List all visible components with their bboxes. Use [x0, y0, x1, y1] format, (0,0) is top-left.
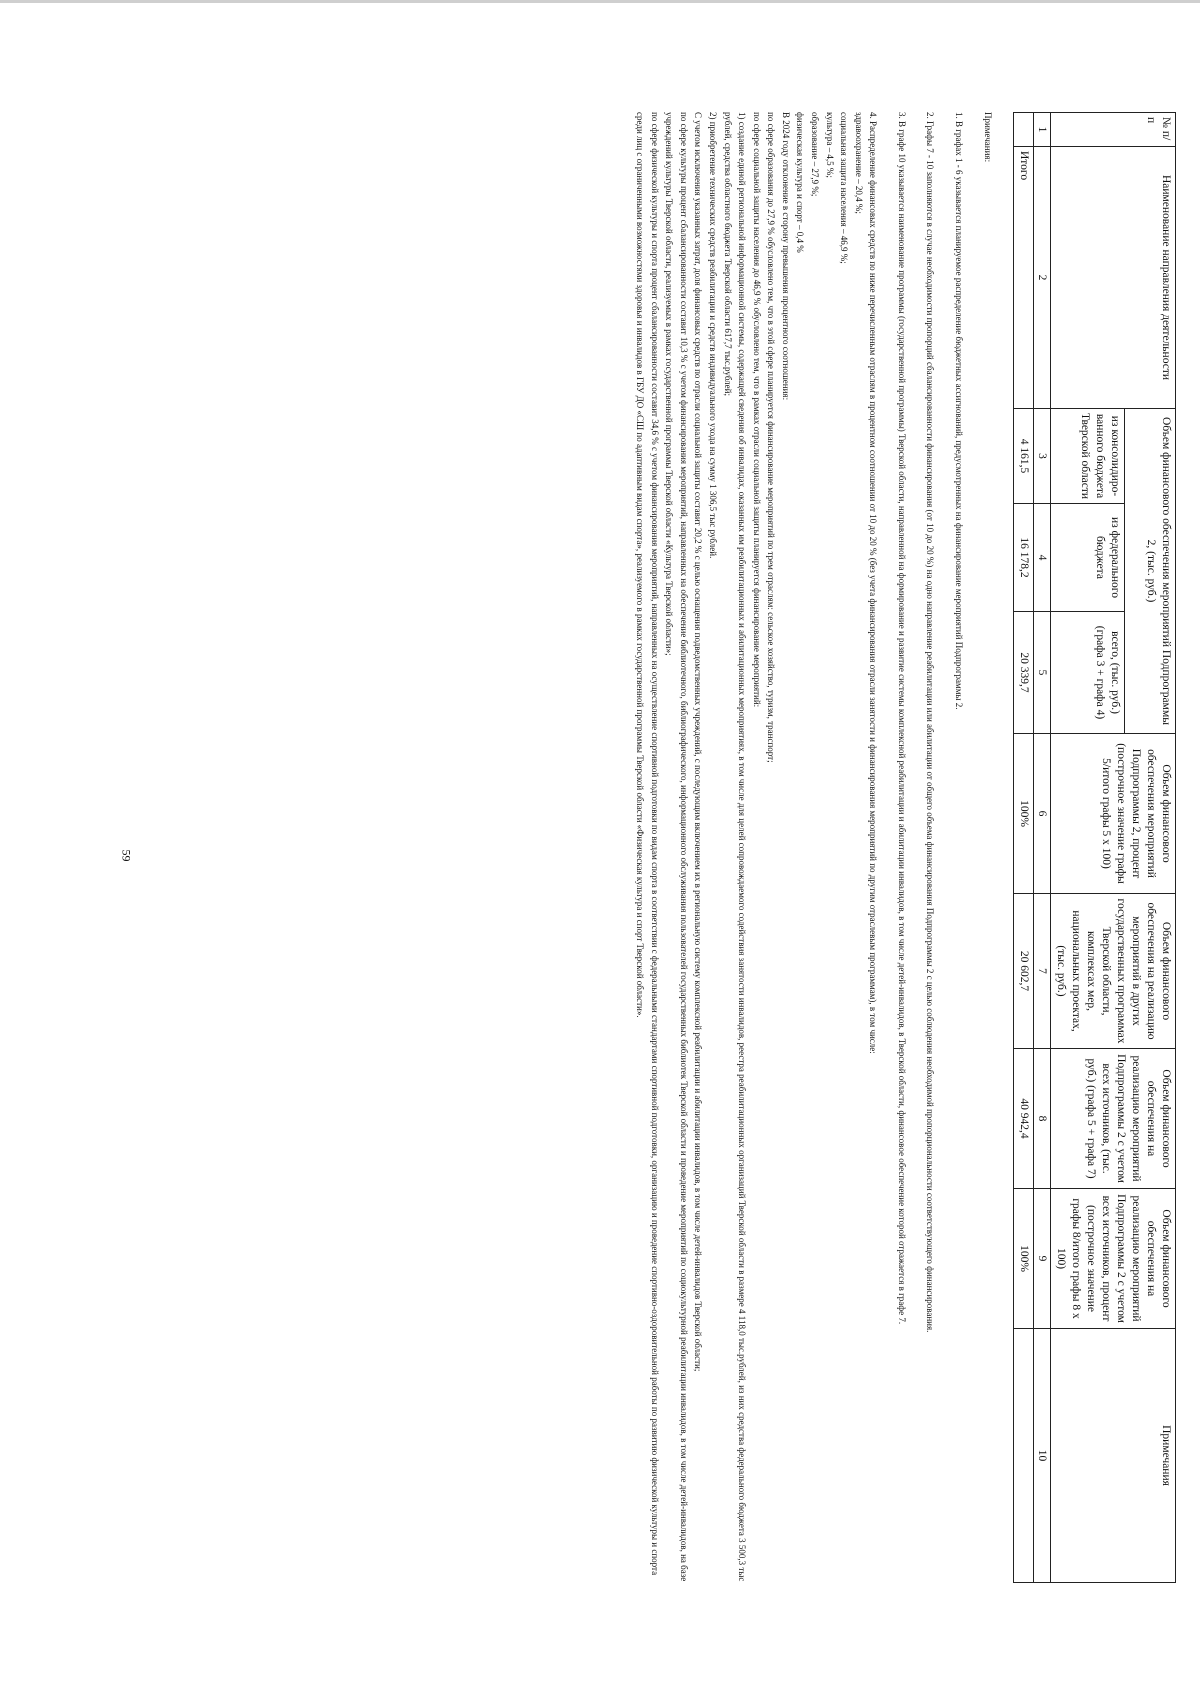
header-all-sources: Объем финансового обеспечения на реализацию мероприятий Подпрограммы 2 с учетом всех источников, (тыс. руб.) (графа 5 + графа 7) [1051, 1049, 1176, 1189]
page-number: 59 [119, 849, 134, 862]
header-direction: Наименование направления деятельности [1051, 147, 1176, 409]
column-number: 5 [1033, 612, 1051, 734]
note-line: 1. В графах 1 - 6 указывается планируемое распределение бюджетных ассигнований, предусмотренных на финансирование мероприятий Подпрограммы 2. [954, 112, 965, 710]
total-other-programs: 20 602,7 [1013, 894, 1033, 1049]
note-line: 1) создание единой региональной информационной системы, содержащей сведения об инвалидах, оказанных им реабилитационных и абилитационных мероприятиях, в том числе для целей сопровождаемого содействия занятости инвалидов, реестра реабилитационных организаций Тверской области в размере 4 118,0 тыс.рублей, из них средства федерального бюджета 3 500,3 тыс рублей, средства областного бюджета Тверской области 617,7 тыс.рублей; [722, 112, 748, 1582]
column-number: 10 [1033, 1329, 1051, 1583]
notes-heading: Примечания: [982, 112, 993, 163]
rotated-page [176, 52, 1176, 1642]
column-number: 8 [1033, 1049, 1051, 1189]
total-share: 100% [1013, 734, 1033, 894]
header-notes: Примечания [1051, 1329, 1176, 1583]
total-regional: 4 161,5 [1013, 409, 1033, 504]
note-line: 2) приобретение технических средств реабилитации и средств индивидуального ухода на сумму 1 306,5 тыс рублей. [707, 112, 718, 559]
scan-edge [0, 0, 1200, 3]
column-number: 7 [1033, 894, 1051, 1049]
total-all-sources-share: 100% [1013, 1189, 1033, 1329]
note-line: по сфере физической культуры и спорта процент сбалансированности составит 34,6 % с учетом финансирования мероприятий, направленных на осуществление спортивной подготовки по видам спорта в соответствии с федеральными стандартами спортивной подготовки, организацию и проведение спортивно-оздоровительной работы по развитию физической культуры и спорта среди лиц с ограниченными возможностями здоровья и инвалидов в ГБУ ДО «СШ по адаптивным видам спорта», реализуемого в рамках государственной программы Тверской области «Физическая культура и спорт Тверской области». [635, 112, 660, 1576]
total-notes-cell [1013, 1329, 1033, 1583]
note-line: 3. В графе 10 указывается наименование программы (государственной программы) Тверской области, направленной на формирование и развитие системы комплексной реабилитации и абилитации инвалидов, в том числе детей-инвалидов, в Тверской области, финансовое обеспечение которой отражается в графе 7. [896, 112, 907, 1325]
note-line: физическая культура и спорт – 0,4 % [795, 112, 806, 253]
total-row [1013, 113, 1033, 1583]
total-label: Итого [1013, 147, 1033, 409]
total-federal: 16 178,2 [1013, 504, 1033, 612]
note-line: С учетом исключения указанных затрат, доля финансовых средств по отрасли социальной защиты составит 20,2 % с целью оснащения подведомственных учреждений, с последующим включением их в региональную систему комплексной реабилитации и абилитации инвалидов, в том числе детей-инвалидов Тверской области; [693, 112, 704, 1372]
note-line: 4. Распределение финансовых средств по ниже перечисленным отраслям в процентном соотношении от 10 до 20 % (без учета финансирования отрасли занятости и финансирования мероприятий по другим отраслевым программам), в том числе: [868, 112, 879, 1054]
header-all-sources-share: Объем финансового обеспечения на реализацию мероприятий Подпрограммы 2 с учетом всех источников, процент (построчное значение графы 8/итого графы 8 x 100) [1051, 1189, 1176, 1329]
column-number: 1 [1033, 113, 1051, 147]
funding-table [1013, 112, 1176, 1583]
header-no: № п/п [1051, 113, 1176, 147]
note-line: В 2024 году отклонение в сторону превышения процентного соотношения: [780, 112, 791, 401]
note-line: по сфере социальной защиты населения до 46,9 % обусловлено тем, что в рамках отрасли социальной защиты планируется финансирование мероприятий: [751, 112, 762, 708]
total-sum: 20 339,7 [1013, 612, 1033, 734]
header-other-programs: Объем финансового обеспечения на реализацию мероприятий в других государственных программах Тверской области, комплексах мер, национальных проектах, (тыс. руб.) [1051, 894, 1176, 1049]
header-funding-group: Объем финансового обеспечения мероприятий Подпрограммы 2, (тыс. руб.) [1124, 409, 1175, 734]
note-line: по сфере культуры процент сбалансированности составит 10,3 % с учетом финансирования мероприятий, направленных на обеспечение библиотечного, библиографического, информационного обслуживания пользователей государственных библиотек Тверской области и проведение мероприятий по социокультурной реабилитации инвалидов, в том числе детей-инвалидов, на базе учреждений культуры Тверской области, реализуемых в рамках государственной программы Тверской области «Культура Тверской области»; [664, 112, 689, 1582]
column-number: 6 [1033, 734, 1051, 894]
note-line: социальная защита населения – 46,9 %; [839, 112, 850, 264]
total-no-cell [1013, 113, 1033, 147]
header-regional: из консолидиро-ванного бюджета Тверской области [1051, 409, 1124, 504]
note-line: культура – 4,5 %; [824, 112, 835, 178]
note-line: образование – 27,9 %; [810, 112, 820, 197]
header-federal: из федерального бюджета [1051, 504, 1124, 612]
total-all-sources: 40 942,4 [1013, 1049, 1033, 1189]
header-share: Объем финансового обеспечения мероприятий Подпрограммы 2, процент (построчное значение графы 5/итого графы 5 x 100) [1051, 734, 1176, 894]
note-line: 2. Графы 7 - 10 заполняются в случае необходимости пропорций сбалансированности финансирования (от 10 до 20 %) на одно направление реабилитации или абилитации от общего объема финансирования Подпрограммы 2 с целью соблюдения необходимой пропорциональности соответствующего финансирования. [925, 112, 936, 1333]
column-number: 3 [1033, 409, 1051, 504]
header-total: всего, (тыс. руб.) (графа 3 + графа 4) [1051, 612, 1124, 734]
column-number: 9 [1033, 1189, 1051, 1329]
note-line: по сфере образования до 27,9 % обусловлено тем, что в этой сфере планируется финансирование мероприятий по трем отраслям: сельское хозяйство, туризм, транспорт; [766, 112, 777, 763]
column-number-row [1033, 113, 1051, 1583]
column-number: 4 [1033, 504, 1051, 612]
column-number: 2 [1033, 147, 1051, 409]
note-line: здравоохранение – 20,4 %; [853, 112, 864, 214]
notes-section [632, 112, 994, 1582]
